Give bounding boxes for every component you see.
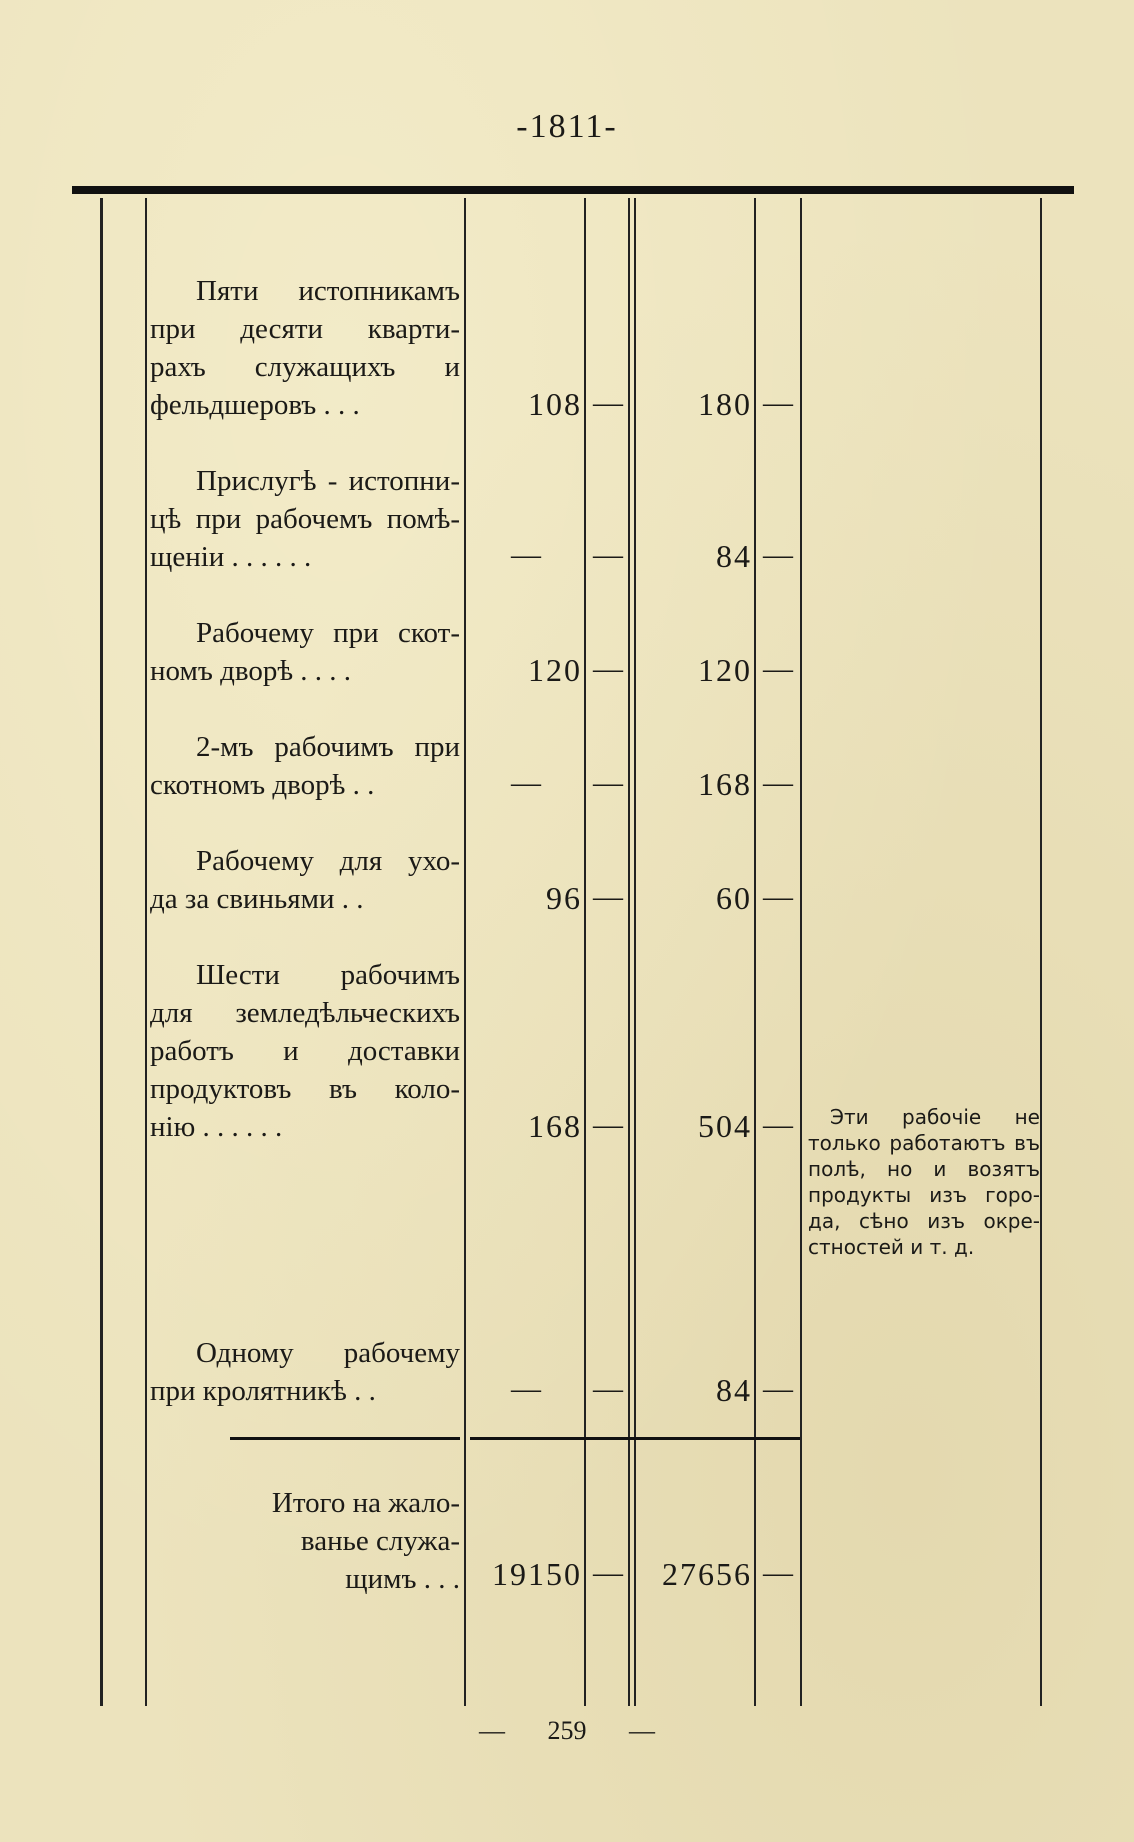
row-description — [150, 462, 460, 576]
table-border-right — [1040, 198, 1042, 1706]
row-description — [150, 956, 460, 1146]
value-column-2: — — [593, 386, 623, 419]
value-column-4: — — [763, 652, 793, 685]
footer-dash: — — [479, 1716, 505, 1745]
row-text-line: 2-мъ рабочимъ при — [196, 731, 460, 763]
row-text-line: Пяти истопникамъ — [196, 275, 460, 307]
table-column-line — [145, 198, 147, 1706]
value-column-2: — — [593, 652, 623, 685]
value-column-1: — — [511, 766, 541, 799]
value-column-1: 96 — [546, 880, 582, 916]
row-text-line: Рабочему при скот- — [196, 617, 460, 649]
note-line: Эти рабочіе не — [830, 1105, 1040, 1129]
note-line: продукты изъ горо- — [808, 1183, 1040, 1207]
value-column-3: 27656 — [662, 1556, 752, 1592]
note-line: только работаютъ въ — [808, 1131, 1040, 1155]
table-column-line — [584, 198, 586, 1706]
value-column-1: — — [511, 538, 541, 571]
note-line: стностей и т. д. — [808, 1235, 975, 1259]
value-column-4: — — [763, 1556, 793, 1589]
row-description — [150, 1484, 460, 1598]
value-column-3: 84 — [716, 1372, 752, 1408]
row-text-line: номъ дворѣ . . . . — [150, 655, 352, 687]
table-column-line — [800, 198, 802, 1706]
row-text-line: Прислугѣ - истопни- — [196, 465, 460, 497]
row-text-line: Одному рабочему — [196, 1337, 460, 1369]
row-text-line: ванье служа- — [300, 1525, 460, 1557]
value-column-4: — — [763, 766, 793, 799]
row-text-line: да за свиньями . . — [150, 883, 364, 915]
value-column-1: 168 — [528, 1108, 582, 1144]
value-column-1: 19150 — [492, 1556, 582, 1592]
row-text-line: работъ и доставки — [150, 1035, 460, 1067]
page-footer — [0, 1716, 1134, 1746]
row-text-line: щимъ . . . — [345, 1563, 460, 1595]
row-text-line: при десяти кварти- — [150, 313, 460, 345]
row-text-line: продуктовъ въ коло- — [150, 1073, 460, 1105]
value-column-4: — — [763, 386, 793, 419]
total-rule — [470, 1437, 800, 1440]
row-text-line: цѣ при рабочемъ помѣ- — [150, 503, 460, 535]
note-line: да, сѣно изъ окре- — [808, 1209, 1040, 1233]
row-text-line: фельдшеровъ . . . — [150, 389, 360, 421]
value-column-1: — — [511, 1372, 541, 1405]
row-text-line: для земледѣльческихъ — [150, 997, 460, 1029]
value-column-2: — — [593, 1556, 623, 1589]
table-border-left — [100, 198, 103, 1706]
row-text-line: щеніи . . . . . . — [150, 541, 312, 573]
table-column-line — [754, 198, 756, 1706]
footer-dash: — — [629, 1716, 655, 1745]
value-column-2: — — [593, 538, 623, 571]
value-column-4: — — [763, 1108, 793, 1141]
table-column-line — [464, 198, 466, 1706]
row-description — [150, 1334, 460, 1410]
page-header: -1811- — [516, 108, 618, 145]
value-column-3: 84 — [716, 538, 752, 574]
table-column-line — [634, 198, 636, 1706]
value-column-1: 108 — [528, 386, 582, 422]
row-text-line: скотномъ дворѣ . . — [150, 769, 375, 801]
value-column-4: — — [763, 880, 793, 913]
row-description — [150, 614, 460, 690]
row-description — [150, 842, 460, 918]
row-text-line: Итого на жало- — [271, 1487, 460, 1519]
row-text-line: Рабочему для ухо- — [196, 845, 460, 877]
row-description — [150, 272, 460, 424]
value-column-2: — — [593, 766, 623, 799]
side-note — [808, 1104, 1040, 1260]
row-description — [150, 728, 460, 804]
value-column-4: — — [763, 1372, 793, 1405]
value-column-2: — — [593, 1108, 623, 1141]
page-number: 259 — [547, 1716, 587, 1745]
value-column-4: — — [763, 538, 793, 571]
row-text-line: рахъ служащихъ и — [150, 351, 460, 383]
value-column-2: — — [593, 880, 623, 913]
row-text-line: нію . . . . . . — [150, 1111, 283, 1143]
header-rule — [72, 186, 1074, 194]
value-column-1: 120 — [528, 652, 582, 688]
value-column-3: 168 — [698, 766, 752, 802]
table-column-line — [628, 198, 630, 1706]
value-column-3: 120 — [698, 652, 752, 688]
value-column-3: 60 — [716, 880, 752, 916]
value-column-3: 504 — [698, 1108, 752, 1144]
note-line: полѣ, но и возятъ — [808, 1157, 1040, 1181]
value-column-3: 180 — [698, 386, 752, 422]
value-column-2: — — [593, 1372, 623, 1405]
total-rule — [230, 1437, 460, 1440]
row-text-line: Шести рабочимъ — [196, 959, 460, 991]
row-text-line: при кролятникѣ . . — [150, 1375, 376, 1407]
